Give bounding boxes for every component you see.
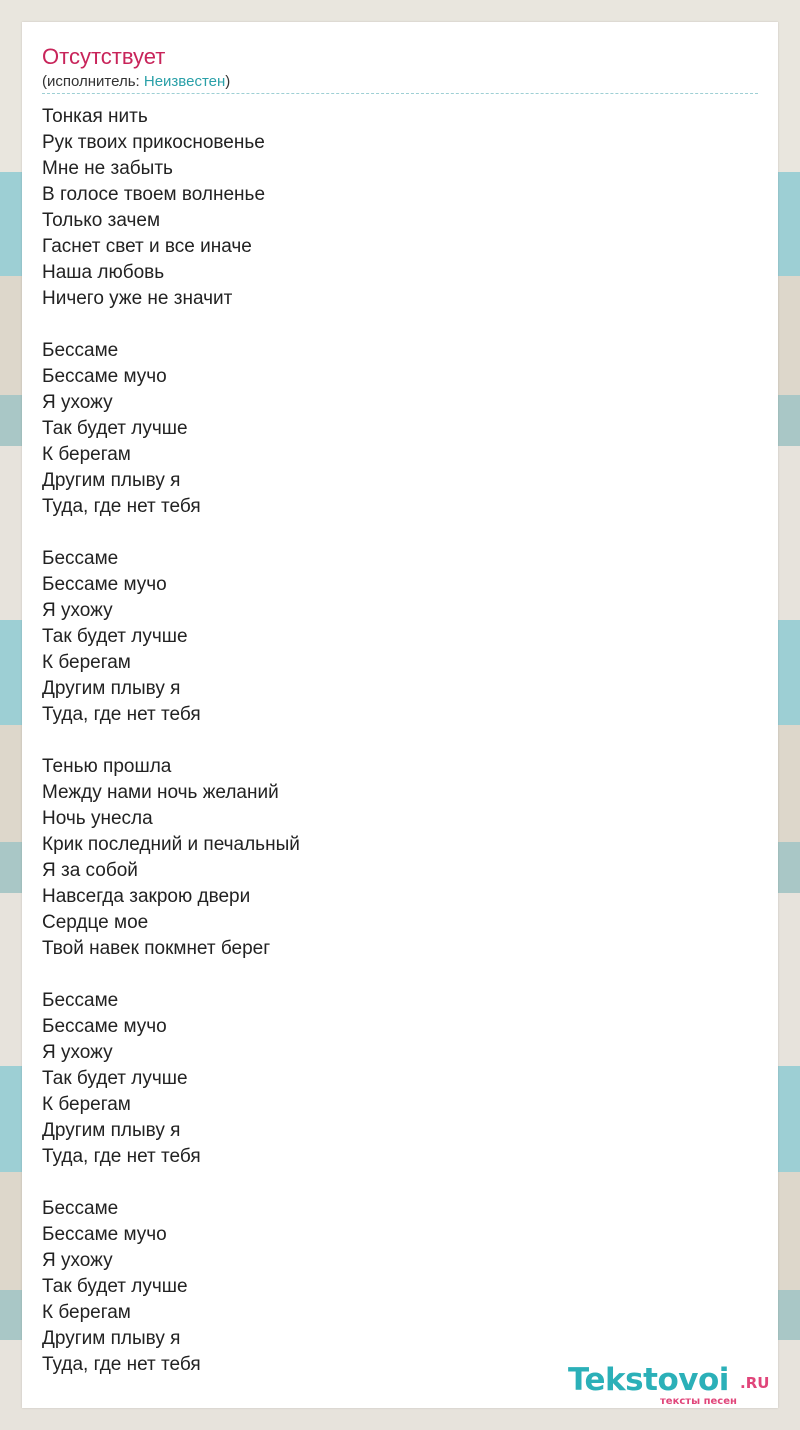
stanza <box>42 104 758 312</box>
lyric-line: Бессаме <box>42 1198 119 1219</box>
lyric-line: Туда, где нет тебя <box>42 1146 201 1167</box>
lyric-line: Бессаме мучо <box>42 1224 167 1245</box>
lyric-line: Тонкая нить <box>42 106 148 127</box>
lyric-line: Между нами ночь желаний <box>42 782 279 803</box>
lyric-line: К берегам <box>42 1302 131 1323</box>
lyric-line: Только зачем <box>42 210 161 231</box>
site-logo[interactable] <box>568 1362 778 1410</box>
lyric-line: Я ухожу <box>42 1042 113 1063</box>
lyric-line: Я ухожу <box>42 600 113 621</box>
logo-tagline: тексты песен <box>660 1396 737 1407</box>
lyric-line: Другим плыву я <box>42 1120 181 1141</box>
stanza <box>42 1196 758 1378</box>
lyric-line: Бессаме <box>42 548 119 569</box>
lyric-line: Другим плыву я <box>42 1328 181 1349</box>
lyric-line: Бессаме <box>42 340 119 361</box>
stanza <box>42 338 758 520</box>
lyric-line: Тенью прошла <box>42 756 172 777</box>
lyric-line: Так будет лучше <box>42 1276 188 1297</box>
lyric-line: Туда, где нет тебя <box>42 496 201 517</box>
lyric-line: Туда, где нет тебя <box>42 1354 201 1375</box>
lyrics-body <box>42 104 758 1404</box>
stanza <box>42 988 758 1170</box>
lyrics-card <box>22 22 778 1408</box>
lyric-line: К берегам <box>42 652 131 673</box>
lyric-line: Я за собой <box>42 860 138 881</box>
lyric-line: Рук твоих прикосновенье <box>42 132 265 153</box>
lyric-line: Сердце мое <box>42 912 149 933</box>
lyric-line: Я ухожу <box>42 1250 113 1271</box>
lyric-line: Наша любовь <box>42 262 165 283</box>
performer-prefix: (исполнитель: <box>42 73 144 90</box>
logo-domain: .RU <box>740 1374 770 1392</box>
lyric-line: Так будет лучше <box>42 626 188 647</box>
lyric-line: Ночь унесла <box>42 808 153 829</box>
lyric-line: Бессаме мучо <box>42 366 167 387</box>
lyric-line: Навсегда закрою двери <box>42 886 251 907</box>
performer-link[interactable]: Неизвестен <box>143 73 226 90</box>
lyric-line: Бессаме мучо <box>42 1016 167 1037</box>
lyric-line: Гаснет свет и все иначе <box>42 236 252 257</box>
lyric-line: Другим плыву я <box>42 470 181 491</box>
song-title: Отсутствует <box>42 44 166 69</box>
lyric-line: К берегам <box>42 1094 131 1115</box>
lyric-line: Бессаме мучо <box>42 574 167 595</box>
lyric-line: Крик последний и печальный <box>42 834 300 855</box>
lyric-line: Другим плыву я <box>42 678 181 699</box>
performer-line <box>42 73 230 91</box>
lyric-line: Мне не забыть <box>42 158 173 179</box>
lyric-line: В голосе твоем волненье <box>42 184 266 205</box>
lyric-line: Так будет лучше <box>42 418 188 439</box>
lyric-line: Твой навек покмнет берег <box>42 938 271 959</box>
logo-wordmark: Tekstovoi <box>568 1362 729 1398</box>
lyric-line: К берегам <box>42 444 131 465</box>
lyric-line: Бессаме <box>42 990 119 1011</box>
lyric-line: Туда, где нет тебя <box>42 704 201 725</box>
performer-suffix: ) <box>225 73 231 90</box>
stanza <box>42 754 758 962</box>
stanza <box>42 546 758 728</box>
lyric-line: Ничего уже не значит <box>42 288 233 309</box>
lyric-line: Так будет лучше <box>42 1068 188 1089</box>
title-divider <box>42 93 758 94</box>
lyric-line: Я ухожу <box>42 392 113 413</box>
